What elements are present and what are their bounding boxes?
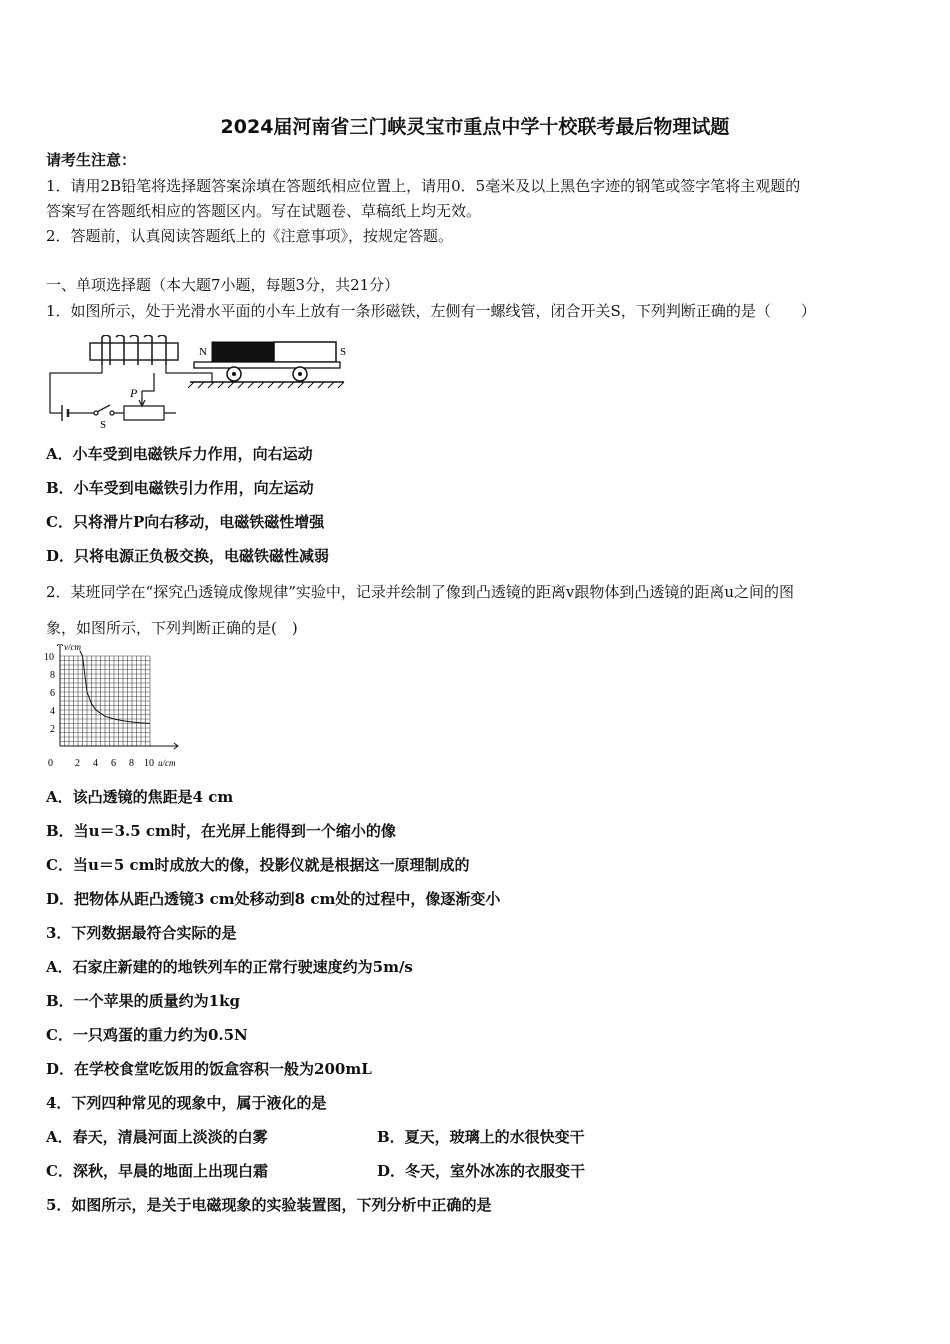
q4-option-d: D．冬天，室外冰冻的衣服变干	[377, 1162, 586, 1180]
chart-series-curve	[80, 651, 150, 724]
q5-stem: 5．如图所示，是关于电磁现象的实验装置图，下列分析中正确的是	[46, 1196, 492, 1214]
chart-x-tick-label: 10	[144, 758, 154, 769]
page-title: 2024届河南省三门峡灵宝市重点中学十校联考最后物理试题	[220, 116, 730, 138]
q2-option-c: C．当u＝5 cm时成放大的像，投影仪就是根据这一原理制成的	[46, 856, 470, 874]
q1-option-d: D．只将电源正负极交换，电磁铁磁性减弱	[46, 547, 330, 565]
chart-x-axis-label: u/cm	[158, 758, 176, 768]
cart-body	[194, 362, 340, 368]
q2-option-b: B．当u＝3.5 cm时，在光屏上能得到一个缩小的像	[46, 822, 396, 840]
chart-y-tick-label: 4	[50, 706, 55, 717]
q1-stem: 1．如图所示，处于光滑水平面的小车上放有一条形磁铁，左侧有一螺线管，闭合开关S，下列判断正确的是（ ）	[46, 302, 816, 320]
q3-stem: 3．下列数据最符合实际的是	[46, 924, 237, 942]
q3-option-c: C．一只鸡蛋的重力约为0.5N	[46, 1026, 248, 1044]
magnet-north-label: N	[199, 346, 207, 358]
chart-grid	[60, 656, 150, 746]
q2-lens-chart	[40, 644, 200, 776]
q1-figure	[44, 335, 354, 430]
slider-label: P	[130, 386, 138, 400]
chart-y-tick-label: 10	[44, 652, 54, 663]
chart-x-axis	[60, 743, 178, 749]
rheostat	[124, 406, 164, 420]
q3-option-d: D．在学校食堂吃饭用的饭盒容积一般为200mL	[46, 1060, 372, 1078]
q1-option-a: A．小车受到电磁铁斥力作用，向右运动	[46, 445, 313, 463]
chart-x-tick-label: 6	[111, 758, 116, 769]
section-heading: 一、单项选择题（本大题7小题，每题3分，共21分）	[46, 276, 400, 294]
chart-x-tick-label: 2	[75, 758, 80, 769]
q1-option-c: C．只将滑片P向右移动，电磁铁磁性增强	[46, 513, 325, 531]
q4-stem: 4．下列四种常见的现象中，属于液化的是	[46, 1094, 327, 1112]
q2-stem-line-2: 象，如图所示，下列判断正确的是( )	[46, 619, 298, 637]
chart-y-tick-label: 6	[50, 688, 55, 699]
q4-option-c: C．深秋，早晨的地面上出现白霜	[46, 1162, 268, 1180]
switch-symbol	[94, 405, 114, 415]
q2-stem-line-1: 2．某班同学在“探究凸透镜成像规律”实验中，记录并绘制了像到凸透镜的距离v跟物体到凸透镜的距离u之间的图	[46, 583, 795, 601]
magnet-south-label: S	[340, 346, 347, 358]
notice-item-2: 2．答题前，认真阅读答题纸上的《注意事项》，按规定答题。	[46, 227, 454, 245]
q1-option-b: B．小车受到电磁铁引力作用，向左运动	[46, 479, 314, 497]
chart-y-axis-label: v/cm	[64, 644, 81, 652]
chart-y-axis	[57, 644, 63, 746]
switch-label: S	[100, 419, 107, 430]
solenoid-core	[90, 343, 178, 360]
battery-symbol	[62, 405, 68, 421]
chart-x-tick-label: 8	[129, 758, 134, 769]
chart-y-tick-label: 8	[50, 670, 55, 681]
chart-origin-label: 0	[48, 758, 53, 769]
q4-option-b: B．夏天，玻璃上的水很快变干	[377, 1128, 585, 1146]
chart-y-tick-label: 2	[50, 724, 55, 735]
q3-option-a: A．石家庄新建的的地铁列车的正常行驶速度约为5m/s	[46, 958, 413, 976]
q2-option-d: D．把物体从距凸透镜3 cm处移动到8 cm处的过程中，像逐渐变小	[46, 890, 501, 908]
chart-x-tick-label: 4	[93, 758, 98, 769]
magnet-south-half	[274, 342, 336, 362]
notice-heading: 请考生注意：	[46, 151, 137, 169]
q2-option-a: A．该凸透镜的焦距是4 cm	[46, 788, 234, 806]
q4-option-a: A．春天，清晨河面上淡淡的白雾	[46, 1128, 268, 1146]
notice-item-1b: 答案写在答题纸相应的答题区内。写在试题卷、草稿纸上均无效。	[46, 202, 482, 220]
notice-item-1a: 1．请用2B铅笔将选择题答案涂填在答题纸相应位置上，请用0．5毫米及以上黑色字迹的钢笔或签字笔将主观题的	[46, 177, 801, 195]
q3-option-b: B．一个苹果的质量约为1kg	[46, 992, 240, 1010]
magnet-north-half	[212, 342, 274, 362]
